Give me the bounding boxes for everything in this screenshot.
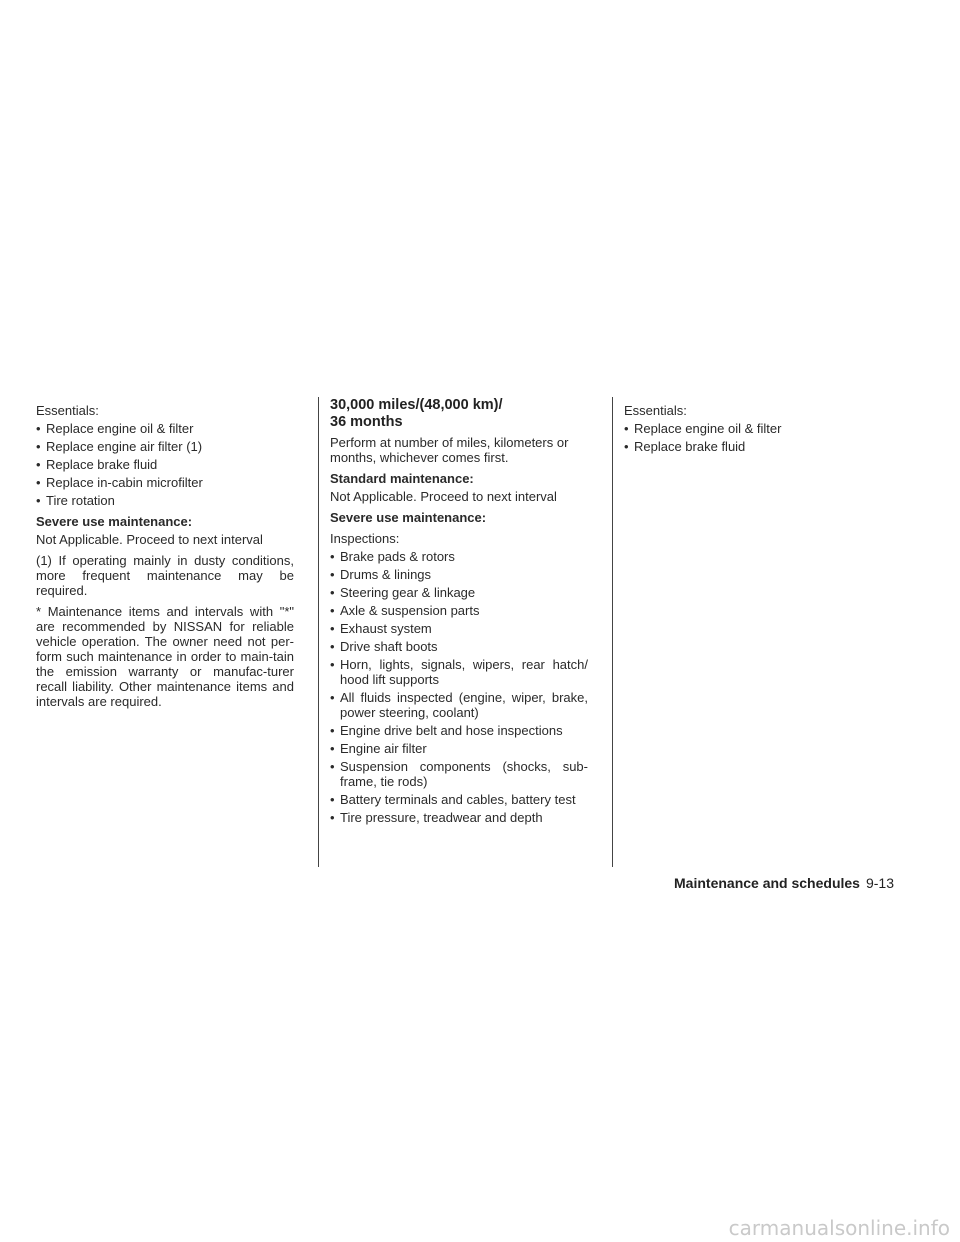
footer-section-title: Maintenance and schedules bbox=[674, 875, 860, 891]
list-item: • Engine air filter bbox=[330, 741, 588, 756]
severe-text: Not Applicable. Proceed to next interval bbox=[36, 532, 263, 547]
column-divider-1 bbox=[318, 397, 319, 867]
list-item: • Replace brake fluid bbox=[624, 439, 882, 454]
footnote-1: (1) If operating mainly in dusty conditions, more frequent maintenance may be required. bbox=[36, 553, 294, 598]
list-item: • Tire pressure, treadwear and depth bbox=[330, 810, 588, 825]
column-1 bbox=[36, 403, 294, 712]
inspections-label: Inspections: bbox=[330, 531, 400, 546]
page-number: 9-13 bbox=[865, 875, 894, 891]
standard-heading: Standard maintenance: bbox=[330, 471, 474, 486]
column-2 bbox=[330, 397, 588, 828]
list-item: • Engine drive belt and hose inspections bbox=[330, 723, 588, 738]
list-item: • Horn, lights, signals, wipers, rear hatch/ hood lift supports bbox=[330, 657, 588, 687]
essentials-label: Essentials: bbox=[36, 403, 99, 418]
page-footer bbox=[674, 876, 894, 891]
list-item: • Suspension components (shocks, sub-frame, tie rods) bbox=[330, 759, 588, 789]
footnote-2: * Maintenance items and intervals with "*" are recommended by NISSAN for reliable vehicle operation. The owner need not per-form such maintenance in order to main-tain the emission warranty or manufac-turer recall liability. Other maintenance items and intervals are required. bbox=[36, 604, 294, 709]
column-divider-2 bbox=[612, 397, 613, 867]
list-item: • Brake pads & rotors bbox=[330, 549, 588, 564]
list-item: • Replace engine air filter (1) bbox=[36, 439, 294, 454]
watermark: carmanualsonline.info bbox=[728, 1216, 950, 1240]
list-item: • Replace brake fluid bbox=[36, 457, 294, 472]
list-item: • All fluids inspected (engine, wiper, brake, power steering, coolant) bbox=[330, 690, 588, 720]
interval-heading bbox=[330, 397, 588, 431]
list-item: • Replace in-cabin microfilter bbox=[36, 475, 294, 490]
list-item: • Steering gear & linkage bbox=[330, 585, 588, 600]
list-item: • Replace engine oil & filter bbox=[624, 421, 882, 436]
list-item: • Drums & linings bbox=[330, 567, 588, 582]
interval-heading-line1: 30,000 miles/(48,000 km)/ bbox=[330, 397, 503, 413]
interval-heading-line2: 36 months bbox=[330, 414, 403, 430]
list-item: • Battery terminals and cables, battery test bbox=[330, 792, 588, 807]
standard-text: Not Applicable. Proceed to next interval bbox=[330, 489, 557, 504]
list-item: • Drive shaft boots bbox=[330, 639, 588, 654]
list-item: • Tire rotation bbox=[36, 493, 294, 508]
severe-heading: Severe use maintenance: bbox=[330, 510, 487, 525]
severe-heading: Severe use maintenance: bbox=[36, 514, 193, 529]
interval-intro: Perform at number of miles, kilometers or months, whichever comes first. bbox=[330, 435, 569, 465]
list-item: • Replace engine oil & filter bbox=[36, 421, 294, 436]
essentials-label: Essentials: bbox=[624, 403, 687, 418]
column-3 bbox=[624, 403, 882, 457]
list-item: • Axle & suspension parts bbox=[330, 603, 588, 618]
list-item: • Exhaust system bbox=[330, 621, 588, 636]
